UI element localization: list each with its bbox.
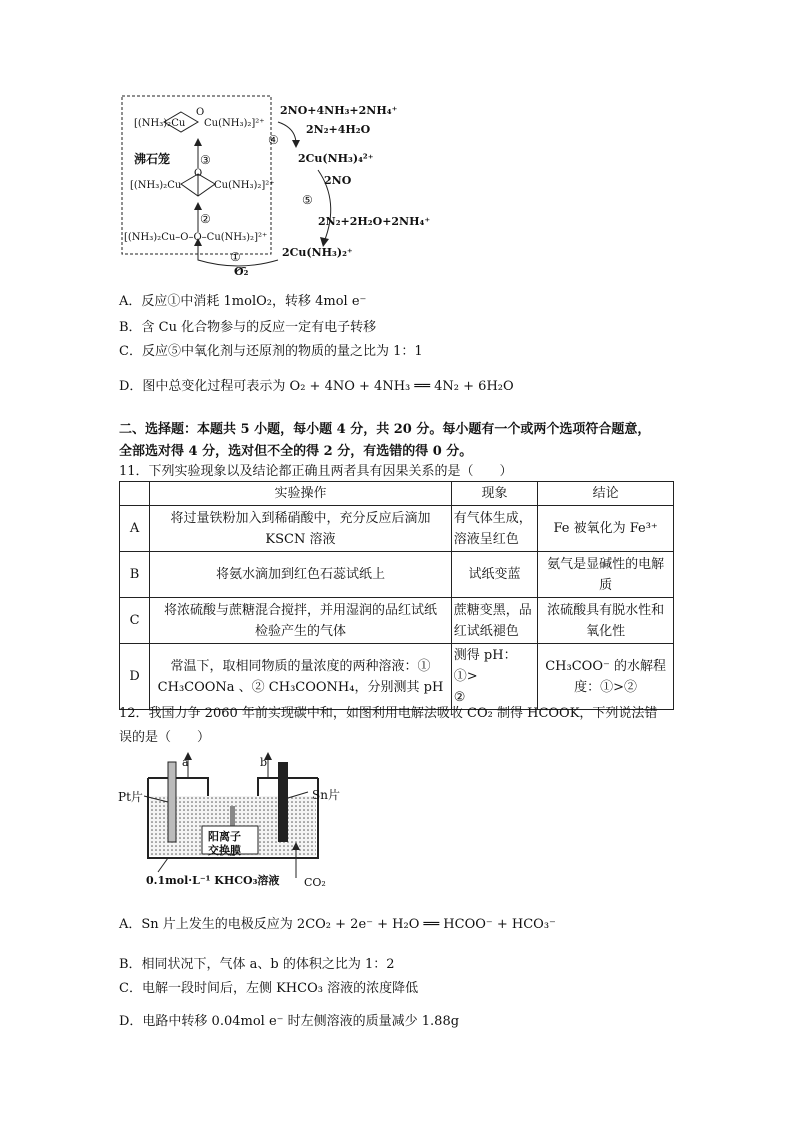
gas-b-label: b [260, 756, 268, 769]
membrane-label-2: 交换膜 [208, 844, 241, 857]
gas-a-label: a [182, 756, 189, 769]
row-option: A [120, 506, 150, 552]
o2-label: O₂ [234, 265, 249, 278]
row-operation: 将过量铁粉加入到稀硝酸中，充分反应后滴加 KSCN 溶液 [150, 506, 452, 552]
row-phenomenon: 试纸变蓝 [451, 552, 537, 598]
products-step5: 2N₂+2H₂O+2NH₄⁺ [318, 215, 431, 228]
header-conclusion: 结论 [538, 482, 674, 506]
row-conclusion: Fe 被氧化为 Fe³⁺ [538, 506, 674, 552]
step5-label: ⑤ [302, 193, 313, 207]
q10-option-a: A．反应①中消耗 1molO₂，转移 4mol e⁻ [119, 294, 367, 309]
struct-bottom: [(NH₃)₂Cu–O–O–Cu(NH₃)₂]²⁺ [124, 232, 268, 243]
struct-top-right: Cu(NH₃)₂]²⁺ [204, 118, 265, 129]
row-conclusion: CH₃COO⁻ 的水解程 度：①>② [538, 644, 674, 710]
cu-nh3-4-label: 2Cu(NH₃)₄²⁺ [298, 152, 374, 165]
row-conclusion: 氨气是显碱性的电解 质 [538, 552, 674, 598]
header-phenomenon: 现象 [451, 482, 537, 506]
reactant-step5: 2NO [324, 174, 352, 187]
q12-option-c: C．电解一段时间后，左侧 KHCO₃ 溶液的浓度降低 [119, 981, 419, 996]
products-step4: 2N₂+4H₂O [306, 123, 371, 136]
row-option: C [120, 598, 150, 644]
q11-stem: 11．下列实验现象以及结论都正确且两者具有因果关系的是（ ） [119, 464, 513, 479]
section2-heading-2: 全部选对得 4 分，选对但不全的得 2 分，有选错的得 0 分。 [119, 444, 473, 459]
header-operation: 实验操作 [150, 482, 452, 506]
solution-label: 0.1mol·L⁻¹ KHCO₃溶液 [146, 874, 280, 887]
pt-label: Pt片 [118, 790, 143, 804]
membrane-label-1: 阳离子 [208, 830, 241, 843]
row-operation: 将浓硫酸与蔗糖混合搅拌，并用湿润的品红试纸 检验产生的气体 [150, 598, 452, 644]
q12-option-a: A．Sn 片上发生的电极反应为 2CO₂ + 2e⁻ + H₂O ══ HCOO⁻ + HCO₃⁻ [119, 917, 556, 932]
struct-top-left: [(NH₃)₂Cu [134, 118, 186, 129]
table-header-row [120, 482, 674, 506]
q12-option-d: D．电路中转移 0.04mol e⁻ 时左侧溶液的质量减少 1.88g [119, 1014, 460, 1029]
sn-label: Sn片 [312, 788, 340, 802]
struct-mid-o: O [194, 168, 203, 179]
pt-electrode [168, 762, 176, 842]
struct-mid-right: Cu(NH₃)₂]²⁺ [214, 180, 275, 191]
step2-label: ② [200, 212, 211, 226]
header-blank [120, 482, 150, 506]
q11-table [119, 481, 674, 710]
row-conclusion: 浓硫酸具有脱水性和 氧化性 [538, 598, 674, 644]
q12-stem-1: 12．我国力争 2060 年前实现碳中和，如图利用电解法吸收 CO₂ 制得 HCOOK，下列说法错 [119, 706, 658, 721]
table-row [120, 598, 674, 644]
reactants-step4: 2NO+4NH₃+2NH₄⁺ [280, 104, 398, 117]
zeolite-label: 沸石笼 [134, 152, 171, 166]
q12-stem-2: 误的是（ ） [119, 730, 211, 745]
row-option: B [120, 552, 150, 598]
co2-label: CO₂ [304, 876, 326, 889]
row-phenomenon: 测得 pH：①> ② [451, 644, 537, 710]
row-operation: 将氨水滴加到红色石蕊试纸上 [150, 552, 452, 598]
row-option: D [120, 644, 150, 710]
table-row [120, 506, 674, 552]
sn-electrode [278, 762, 288, 842]
struct-mid-left: [(NH₃)₂Cu [130, 180, 182, 191]
struct-top-o: O [196, 107, 205, 118]
q10-option-d: D．图中总变化过程可表示为 O₂ + 4NO + 4NH₃ ══ 4N₂ + 6H₂O [119, 379, 514, 394]
table-row [120, 644, 674, 710]
step4-label: ④ [268, 133, 279, 147]
row-phenomenon: 有气体生成， 溶液呈红色 [451, 506, 537, 552]
q10-option-b: B．含 Cu 化合物参与的反应一定有电子转移 [119, 320, 377, 335]
step3-label: ③ [200, 153, 211, 167]
q12-option-b: B．相同状况下，气体 a、b 的体积之比为 1：2 [119, 957, 395, 972]
section2-heading-1: 二、选择题：本题共 5 小题，每小题 4 分，共 20 分。每小题有一个或两个选项符合题意， [119, 422, 651, 437]
cu-nh3-2-label: 2Cu(NH₃)₂⁺ [282, 246, 353, 259]
row-phenomenon: 蔗糖变黑，品 红试纸褪色 [451, 598, 537, 644]
table-row [120, 552, 674, 598]
row-operation: 常温下，取相同物质的量浓度的两种溶液：① CH₃COONa 、② CH₃COONH₄，分别测其 pH [150, 644, 452, 710]
step1-label: ① [230, 250, 241, 264]
q10-option-c: C．反应⑤中氧化剂与还原剂的物质的量之比为 1：1 [119, 344, 423, 359]
